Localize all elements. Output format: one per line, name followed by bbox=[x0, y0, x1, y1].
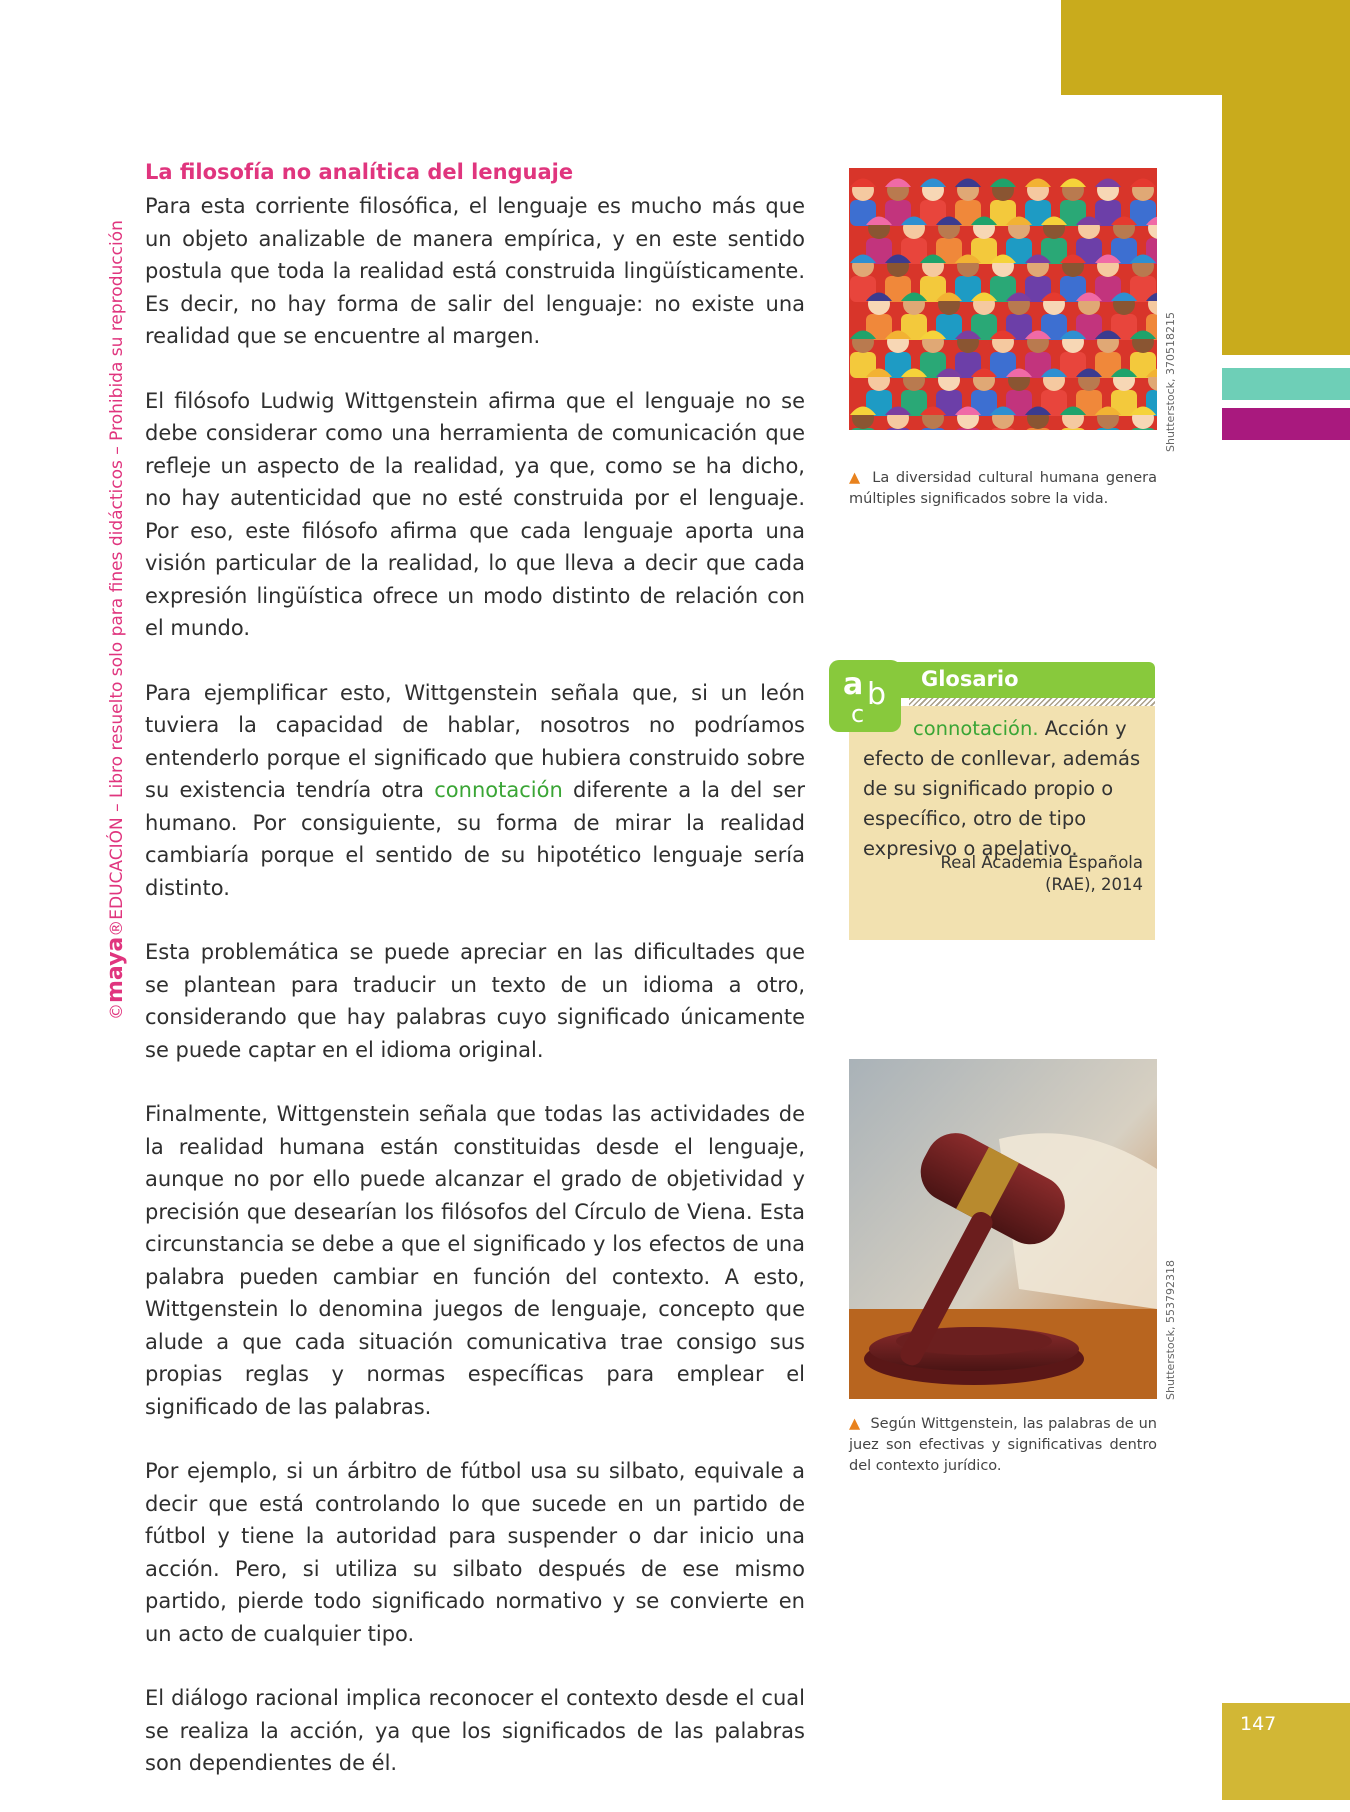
trademark-symbol: ® bbox=[107, 919, 127, 937]
paragraph-6: Por ejemplo, si un árbitro de fútbol usa su silbato, equivale a decir que está controlando lo que sucede en un partido de fútbol y tiene la autoridad para suspender o dar inicio una acción. Pero, si utiliza su silbato después de ese mismo partido, pierde todo significado normativo y se convierte en un acto de cualquier tipo. bbox=[145, 1459, 805, 1646]
section-title: La filosofía no analítica del lenguaje bbox=[145, 160, 574, 184]
magenta-stripe bbox=[1222, 408, 1350, 440]
diverse-people-illustration bbox=[849, 168, 1157, 430]
caption-triangle-icon: ▲ bbox=[849, 470, 863, 486]
glossary-stripe-divider bbox=[909, 698, 1155, 706]
paragraph-7: El diálogo racional implica reconocer el contexto desde el cual se realiza la acción, ya que los significados de las palabras son dependientes de él. bbox=[145, 1686, 805, 1775]
paragraph-3-start: Para ejemplificar esto, Wittgenstein señala que, si un león tuviera la capacidad de hablar, nosotros no podríamos entenderlo porque el significado que hubiera construido sobre su existencia tendría otra bbox=[145, 680, 805, 802]
gavel-graphic bbox=[849, 1059, 1157, 1399]
glossary-source bbox=[941, 852, 1144, 896]
paragraph-2: El filósofo Ludwig Wittgenstein afirma que el lenguaje no se debe considerar como una herramienta de comunicación que refleje un aspecto de la realidad, ya que, como se ha dicho, no hay autenticidad que no esté construida por el lenguaje. Por eso, este filósofo afirma que cada lenguaje aporta una visión particular de la realidad, lo que lleva a decir que cada expresión lingüística ofrece un modo distinto de relación con el mundo. bbox=[145, 388, 805, 640]
glossary-source-line-2: (RAE), 2014 bbox=[1045, 875, 1143, 894]
page-number: 147 bbox=[1240, 1713, 1277, 1735]
gold-corner-block bbox=[1061, 0, 1350, 95]
brand-name: maya bbox=[103, 936, 128, 1003]
paragraph-3 bbox=[145, 677, 805, 905]
caption-2 bbox=[849, 1414, 1157, 1477]
glossary-definition: Acción y efecto de conllevar, además de su significado propio o específico, otro de tipo expresivo o apelativo. bbox=[863, 717, 1141, 860]
image-credit-2: Shutterstock, 553792318 bbox=[1164, 1259, 1177, 1400]
icon-letter-a: a bbox=[843, 667, 864, 702]
paragraph-4: Esta problemática se puede apreciar en las dificultades que se plantean para traducir un texto de un idioma a otro, considerando que hay palabras cuyo significado únicamente se puede captar en el idioma original. bbox=[145, 940, 805, 1062]
people-pattern-graphic bbox=[849, 168, 1157, 430]
side-note-text: EDUCACIÓN – Libro resuelto solo para fines didácticos – Prohibida su reproducción bbox=[107, 220, 127, 920]
glossary-entry bbox=[863, 714, 1143, 864]
icon-letter-c: c bbox=[851, 700, 865, 728]
glossary-source-line-1: Real Academia Española bbox=[940, 853, 1143, 872]
icon-letter-b: b bbox=[867, 677, 887, 712]
caption-1 bbox=[849, 468, 1157, 510]
teal-stripe bbox=[1222, 368, 1350, 400]
gold-side-band bbox=[1222, 95, 1350, 355]
abc-glossary-icon bbox=[829, 660, 901, 732]
copyright-side-note bbox=[103, 220, 128, 1020]
glossary-body bbox=[849, 706, 1155, 940]
main-text-column bbox=[145, 160, 805, 1812]
paragraph-3-end: diferente a la del ser humano. Por consiguiente, su forma de mirar la realidad cambiaría porque el sentido de su hipotético lenguaje sería distinto. bbox=[145, 778, 805, 900]
caption-1-text: La diversidad cultural humana genera múltiples significados sobre la vida. bbox=[849, 470, 1157, 507]
caption-2-text: Según Wittgenstein, las palabras de un juez son efectivas y significativas dentro del contexto jurídico. bbox=[849, 1416, 1157, 1474]
connotation-term-link: connotación bbox=[434, 778, 563, 802]
glossary-term: connotación. bbox=[913, 717, 1039, 740]
gavel-photo bbox=[849, 1059, 1157, 1399]
paragraph-5: Finalmente, Wittgenstein señala que todas las actividades de la realidad humana están constituidas desde el lenguaje, aunque no por ello puede alcanzar el grado de objetividad y precisión que desearían los filósofos del Círculo de Viena. Esta circunstancia se debe a que el significado y los efectos de una palabra pueden cambiar en función del contexto. A esto, Wittgenstein lo denomina juegos de lenguaje, concepto que alude a que cada situación comunicativa trae consigo sus propias reglas y normas específicas para emplear el significado de las palabras. bbox=[145, 1102, 805, 1419]
glossary-box bbox=[843, 662, 1155, 940]
copyright-symbol: © bbox=[107, 1003, 127, 1020]
glossary-title: Glosario bbox=[921, 667, 1019, 691]
image-credit-1: Shutterstock, 370518215 bbox=[1164, 311, 1177, 452]
paragraph-1: Para esta corriente filosófica, el lenguaje es mucho más que un objeto analizable de manera empírica, y en este sentido postula que toda la realidad está construida lingüísticamente. Es decir, no hay forma de salir del lenguaje: no existe una realidad que se encuentre al margen. bbox=[145, 194, 805, 348]
caption-triangle-icon: ▲ bbox=[849, 1416, 861, 1432]
